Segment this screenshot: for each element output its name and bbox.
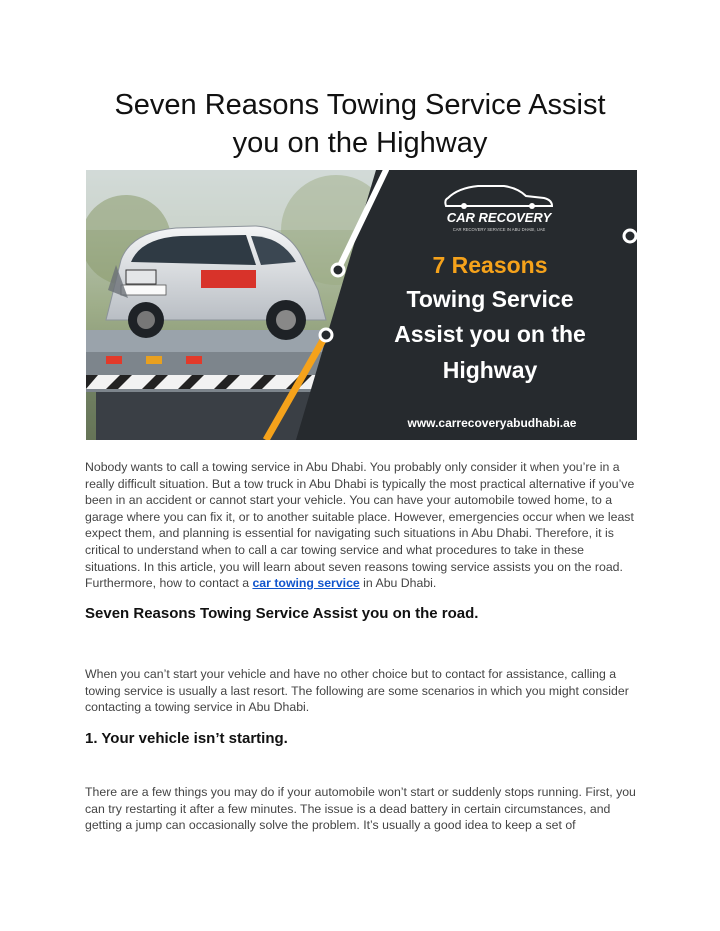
banner-website: www.carrecoveryabudhabi.ae xyxy=(407,416,577,430)
section-heading: Seven Reasons Towing Service Assist you on the road. xyxy=(85,605,479,622)
banner-heading-line-1: 7 Reasons xyxy=(432,252,548,278)
banner-heading-line-4: Highway xyxy=(442,357,538,383)
logo-tagline: CAR RECOVERY SERVICE IN ABU DHABI, UAE xyxy=(452,227,546,232)
reason-1-paragraph: There are a few things you may do if your automobile won’t start or suddenly stops running. First, you can try restarting it after a few minutes. The issue is a dead battery in certain circumstances, and getting a jump can occasionally solve the problem. It’s usually a good idea to keep a set of xyxy=(85,785,636,833)
intro-text-before-link: Nobody wants to call a towing service in Abu Dhabi. You probably only consider it when you’re in a really difficult situation. But a tow truck in Abu Dhabi is typically the most practical alternative if you’ve been in an accident or cannot start your vehicle. You can have your automobile towed home, to a garage where you can fix it, or to another suitable place. However, emergencies occur when we least expect them, and planning is essential for navigating such situations in Abu Dhabi. Therefore, it is critical to understand when to call a car towing service and what procedures to take in these situations. In this article, you will learn about seven reasons towing service assists you on the road. Furthermore, how to contact a xyxy=(85,460,635,591)
logo-text: CAR RECOVERY xyxy=(446,210,552,225)
title-line-1: Seven Reasons Towing Service Assist xyxy=(114,89,606,121)
intro-paragraph xyxy=(85,459,637,592)
document-title xyxy=(60,86,660,162)
car-towing-service-link[interactable]: car towing service xyxy=(252,576,360,591)
banner-heading-line-3: Assist you on the xyxy=(394,321,586,347)
hero-banner-image xyxy=(86,170,637,440)
intro-text-after-link: in Abu Dhabi. xyxy=(359,576,437,591)
reason-1-heading: 1. Your vehicle isn’t starting. xyxy=(85,730,288,747)
section-paragraph: When you can’t start your vehicle and have no other choice but to contact for assistance, calling a towing service is usually a last resort. The following are some scenarios in which you might consider contacting a towing service in Abu Dhabi. xyxy=(85,667,629,715)
banner-heading-line-2: Towing Service xyxy=(406,286,574,312)
title-line-2: you on the Highway xyxy=(232,127,488,159)
